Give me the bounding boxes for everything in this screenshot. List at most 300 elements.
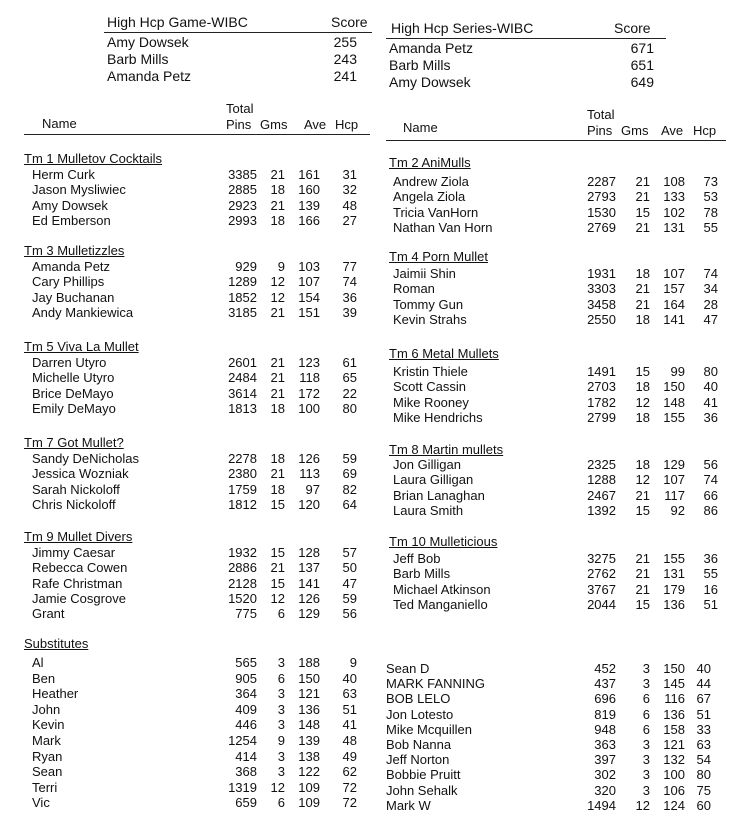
player-pins: 3275 [587, 551, 616, 566]
player-handicap: 80 [703, 364, 718, 379]
player-handicap: 51 [342, 701, 357, 717]
player-name: Jon Gilligan [393, 457, 461, 472]
high-game-underline [104, 32, 372, 33]
player-row [0, 410, 746, 425]
player-average: 188 [298, 655, 320, 670]
team-title: Tm 8 Martin mullets [389, 442, 504, 457]
player-average: 117 [664, 487, 685, 503]
player-name: Scott Cassin [393, 379, 466, 395]
player-average: 103 [298, 259, 320, 274]
player-pins: 414 [235, 748, 257, 764]
player-games: 3 [277, 764, 285, 780]
player-average: 128 [298, 545, 320, 560]
player-name: Michael Atkinson [393, 581, 491, 597]
player-average: 118 [299, 370, 320, 386]
player-games: 15 [635, 597, 650, 613]
player-row [0, 737, 746, 752]
player-row [0, 297, 746, 312]
team-title: Tm 6 Metal Mullets [389, 346, 499, 361]
player-games: 15 [270, 496, 285, 512]
player-average: 106 [663, 782, 685, 798]
player-row [0, 783, 746, 798]
player-games: 15 [270, 545, 285, 560]
player-pins: 437 [594, 676, 616, 692]
player-handicap: 9 [349, 655, 357, 670]
player-name: MARK FANNING [386, 676, 485, 692]
player-pins: 948 [594, 721, 616, 737]
player-games: 12 [635, 394, 650, 410]
right-col-total: Total [587, 107, 615, 122]
player-name: Jaimii Shin [393, 266, 456, 281]
player-row [0, 551, 746, 566]
player-handicap: 82 [342, 481, 357, 497]
left-header-rule [24, 134, 370, 135]
left-col-pins: Pins [226, 117, 252, 132]
left-col-gms: Gms [260, 117, 288, 132]
player-handicap: 63 [696, 737, 711, 752]
player-pins: 2799 [587, 410, 616, 426]
player-pins: 302 [594, 767, 616, 783]
player-average: 137 [298, 560, 320, 576]
player-games: 21 [635, 566, 650, 582]
player-games: 18 [635, 312, 650, 328]
player-average: 172 [298, 385, 320, 401]
player-name: Andrew Ziola [393, 174, 469, 189]
player-handicap: 66 [703, 487, 718, 503]
high-game-title: High Hcp Game-WIBC [107, 14, 248, 30]
player-handicap: 74 [342, 274, 357, 290]
player-name: Grant [32, 606, 65, 622]
player-name: Jeff Norton [386, 752, 450, 768]
player-games: 6 [277, 795, 285, 811]
player-name: Terri [32, 779, 58, 795]
player-average: 124 [663, 797, 685, 813]
player-handicap: 69 [342, 466, 357, 482]
right-col-name: Name [403, 120, 438, 135]
player-average: 121 [663, 737, 685, 752]
player-name: Tricia VanHorn [393, 204, 479, 220]
player-pins: 2128 [228, 575, 257, 591]
player-average: 116 [664, 691, 685, 707]
player-name: John [32, 701, 61, 717]
player-name: Tommy Gun [393, 296, 464, 312]
player-handicap: 65 [342, 370, 357, 386]
player-average: 100 [298, 400, 320, 416]
player-average: 145 [663, 676, 685, 692]
player-name: Mike Mcquillen [386, 721, 472, 737]
player-pins: 2993 [228, 212, 257, 228]
player-average: 138 [298, 748, 320, 764]
player-handicap: 39 [342, 304, 357, 320]
highlight-name: Barb Mills [389, 57, 451, 73]
player-games: 6 [642, 706, 650, 722]
high-game-score-label: Score [331, 14, 368, 30]
player-pins: 819 [594, 706, 616, 722]
player-row [0, 395, 746, 410]
player-games: 6 [642, 691, 650, 707]
player-name: Laura Gilligan [393, 472, 474, 488]
left-col-ave: Ave [304, 117, 327, 132]
player-pins: 1494 [587, 797, 616, 813]
player-average: 150 [663, 379, 685, 395]
player-pins: 1530 [587, 204, 616, 220]
player-average: 179 [663, 581, 685, 597]
player-handicap: 72 [342, 795, 357, 811]
player-name: Ted Manganiello [393, 597, 488, 613]
player-handicap: 64 [342, 496, 357, 512]
player-pins: 2467 [587, 487, 616, 503]
player-pins: 2278 [228, 451, 257, 466]
player-handicap: 61 [342, 355, 357, 370]
player-row [0, 174, 746, 189]
player-handicap: 55 [703, 566, 718, 582]
player-name: Emily DeMayo [32, 400, 116, 416]
player-pins: 2550 [587, 312, 616, 328]
player-name: Ryan [32, 748, 63, 764]
player-handicap: 28 [703, 296, 718, 312]
highlight-name: Amanda Petz [107, 68, 192, 84]
high-series-score-label: Score [614, 20, 651, 36]
player-average: 113 [299, 466, 320, 482]
player-average: 122 [298, 764, 320, 780]
player-pins: 2601 [228, 355, 257, 370]
player-handicap: 31 [342, 167, 357, 182]
player-row [0, 205, 746, 220]
player-pins: 2762 [587, 566, 616, 582]
player-handicap: 48 [342, 733, 357, 748]
player-pins: 2885 [228, 182, 257, 198]
player-games: 6 [642, 721, 650, 737]
player-average: 107 [663, 266, 685, 281]
player-average: 121 [298, 686, 320, 702]
right-col-ave: Ave [661, 123, 684, 138]
player-name: Cary Phillips [32, 274, 105, 290]
player-name: Jamie Cosgrove [32, 590, 126, 606]
player-games: 3 [642, 782, 650, 798]
player-name: Amanda Petz [32, 259, 111, 274]
player-row [0, 798, 746, 813]
player-games: 3 [277, 748, 285, 764]
player-handicap: 36 [703, 551, 718, 566]
player-name: Rafe Christman [32, 575, 123, 591]
player-average: 150 [298, 670, 320, 686]
player-handicap: 55 [703, 220, 718, 236]
player-average: 109 [298, 779, 320, 795]
player-average: 107 [298, 274, 320, 290]
highlight-score: 255 [333, 34, 357, 50]
player-games: 15 [635, 204, 650, 220]
player-pins: 2923 [228, 197, 257, 213]
left-col-name: Name [42, 116, 77, 131]
player-games: 6 [277, 670, 285, 686]
player-handicap: 75 [696, 782, 711, 798]
player-average: 141 [663, 312, 685, 328]
player-pins: 2044 [587, 597, 616, 613]
player-pins: 1852 [228, 289, 257, 305]
player-games: 21 [270, 466, 285, 482]
player-handicap: 60 [696, 797, 711, 813]
player-handicap: 72 [342, 779, 357, 795]
player-pins: 3303 [587, 281, 616, 297]
player-handicap: 44 [696, 676, 711, 692]
player-games: 21 [635, 281, 650, 297]
player-games: 3 [277, 717, 285, 733]
player-games: 21 [270, 197, 285, 213]
player-row [0, 472, 746, 487]
player-name: Mark W [386, 797, 431, 813]
player-name: Ben [32, 670, 56, 686]
team-title: Tm 10 Mulleticious [389, 534, 498, 549]
player-row [0, 582, 746, 597]
team-title: Tm 2 AniMulls [389, 155, 471, 170]
player-name: Ed Emberson [32, 212, 111, 228]
player-pins: 3185 [228, 304, 257, 320]
player-average: 154 [298, 289, 320, 305]
player-handicap: 22 [342, 385, 357, 401]
player-handicap: 86 [703, 503, 718, 519]
player-average: 136 [663, 706, 685, 722]
player-pins: 320 [594, 782, 616, 798]
player-average: 158 [663, 721, 685, 737]
player-pins: 3385 [228, 167, 257, 182]
player-games: 18 [635, 410, 650, 426]
player-name: Michelle Utyro [32, 370, 115, 386]
player-name: Mark [32, 733, 61, 748]
player-name: Jimmy Caesar [32, 545, 116, 560]
player-games: 3 [642, 676, 650, 692]
player-name: Vic [32, 795, 50, 811]
player-games: 21 [270, 167, 285, 182]
player-pins: 2769 [587, 220, 616, 236]
right-col-hcp: Hcp [693, 123, 717, 138]
player-row [0, 707, 746, 722]
player-handicap: 53 [703, 189, 718, 205]
player-handicap: 67 [696, 691, 711, 707]
player-name: Jon Lotesto [386, 706, 454, 722]
player-pins: 1782 [587, 394, 616, 410]
player-pins: 775 [235, 606, 257, 622]
player-pins: 696 [594, 691, 616, 707]
player-pins: 1932 [228, 545, 257, 560]
player-average: 155 [663, 410, 685, 426]
player-average: 132 [663, 752, 685, 768]
highlight-score: 243 [333, 51, 357, 67]
player-name: Amy Dowsek [32, 197, 108, 213]
player-games: 21 [270, 355, 285, 370]
player-average: 108 [663, 174, 685, 189]
player-average: 97 [305, 481, 320, 497]
player-handicap: 40 [696, 661, 711, 676]
player-handicap: 47 [342, 575, 357, 591]
player-games: 3 [642, 752, 650, 768]
player-handicap: 56 [342, 606, 357, 622]
player-average: 123 [298, 355, 320, 370]
player-games: 3 [277, 655, 285, 670]
player-name: Chris Nickoloff [32, 496, 116, 512]
substitutes-title: Substitutes [24, 636, 89, 651]
player-name: Bob Nanna [386, 737, 452, 752]
player-handicap: 62 [342, 764, 357, 780]
player-handicap: 36 [342, 289, 357, 305]
player-row [0, 767, 746, 782]
player-name: Heather [32, 686, 79, 702]
player-games: 3 [277, 701, 285, 717]
team-title: Tm 7 Got Mullet? [24, 435, 124, 450]
player-pins: 2380 [228, 466, 257, 482]
player-row [0, 266, 746, 281]
highlight-name: Amanda Petz [389, 40, 474, 56]
player-handicap: 56 [703, 457, 718, 472]
player-name: Kevin [32, 717, 65, 733]
player-games: 18 [270, 400, 285, 416]
player-name: Sean [32, 764, 63, 780]
player-average: 102 [663, 204, 685, 220]
player-handicap: 74 [703, 266, 718, 281]
team-title: Tm 3 Mulletizzles [24, 243, 125, 258]
player-average: 160 [298, 182, 320, 198]
player-games: 9 [277, 733, 285, 748]
player-pins: 363 [594, 737, 616, 752]
player-games: 21 [635, 296, 650, 312]
player-handicap: 48 [342, 197, 357, 213]
highlight-score: 671 [630, 40, 654, 56]
player-handicap: 47 [703, 312, 718, 328]
player-pins: 3458 [587, 296, 616, 312]
player-name: Kristin Thiele [393, 364, 468, 379]
player-name: Kevin Strahs [393, 312, 467, 328]
player-average: 164 [663, 296, 685, 312]
player-name: Andy Mankiewica [32, 304, 134, 320]
player-handicap: 59 [342, 451, 357, 466]
player-pins: 368 [235, 764, 257, 780]
player-handicap: 40 [342, 670, 357, 686]
player-games: 18 [270, 182, 285, 198]
player-handicap: 74 [703, 472, 718, 488]
player-handicap: 41 [703, 394, 718, 410]
player-pins: 2484 [228, 370, 257, 386]
player-handicap: 36 [703, 410, 718, 426]
high-series-underline [386, 38, 666, 39]
player-name: Rebecca Cowen [32, 560, 128, 576]
player-pins: 2287 [587, 174, 616, 189]
player-games: 21 [635, 581, 650, 597]
player-games: 15 [270, 575, 285, 591]
player-pins: 659 [235, 795, 257, 811]
player-handicap: 32 [342, 182, 357, 198]
player-pins: 3767 [587, 581, 616, 597]
player-games: 12 [635, 472, 650, 488]
player-games: 3 [642, 661, 650, 676]
highlight-name: Amy Dowsek [107, 34, 189, 50]
player-average: 161 [298, 167, 320, 182]
player-name: Sean D [386, 661, 430, 676]
player-row [0, 661, 746, 676]
player-games: 12 [270, 289, 285, 305]
player-average: 136 [298, 701, 320, 717]
player-row [0, 722, 746, 737]
player-games: 21 [635, 189, 650, 205]
player-handicap: 73 [703, 174, 718, 189]
player-row [0, 752, 746, 767]
player-games: 18 [635, 266, 650, 281]
player-row [0, 676, 746, 691]
player-average: 126 [298, 590, 320, 606]
player-name: Laura Smith [393, 503, 464, 519]
player-name: Jason Mysliwiec [32, 182, 126, 198]
player-handicap: 80 [696, 767, 711, 783]
player-name: Darren Utyro [32, 355, 107, 370]
player-name: Roman [393, 281, 435, 297]
player-pins: 364 [235, 686, 257, 702]
team-title: Tm 4 Porn Mullet [389, 249, 488, 264]
player-average: 150 [663, 661, 685, 676]
player-name: Sarah Nickoloff [32, 481, 120, 497]
team-title: Tm 9 Mullet Divers [24, 529, 133, 544]
player-average: 166 [298, 212, 320, 228]
player-handicap: 59 [342, 590, 357, 606]
player-pins: 1392 [587, 503, 616, 519]
player-name: Mike Hendrichs [393, 410, 483, 426]
player-average: 151 [298, 304, 320, 320]
player-average: 129 [298, 606, 320, 622]
left-col-total: Total [226, 101, 254, 116]
player-games: 18 [270, 212, 285, 228]
player-name: Jeff Bob [393, 551, 441, 566]
player-handicap: 16 [703, 581, 718, 597]
player-average: 139 [298, 197, 320, 213]
player-handicap: 54 [696, 752, 711, 768]
player-pins: 1812 [228, 496, 257, 512]
player-row [0, 364, 746, 379]
player-handicap: 34 [703, 281, 718, 297]
player-row [0, 566, 746, 581]
highlight-score: 651 [630, 57, 654, 73]
player-pins: 1520 [228, 590, 257, 606]
player-average: 148 [298, 717, 320, 733]
high-series-title: High Hcp Series-WIBC [391, 20, 534, 36]
player-name: Brice DeMayo [32, 385, 114, 401]
player-row [0, 312, 746, 327]
player-name: Sandy DeNicholas [32, 451, 139, 466]
player-pins: 3614 [228, 385, 257, 401]
player-name: Herm Curk [32, 167, 95, 182]
right-col-pins: Pins [587, 123, 613, 138]
player-average: 99 [670, 364, 685, 379]
player-games: 21 [270, 560, 285, 576]
player-pins: 452 [594, 661, 616, 676]
player-average: 131 [663, 566, 685, 582]
player-games: 18 [635, 457, 650, 472]
player-handicap: 40 [703, 379, 718, 395]
player-games: 12 [270, 274, 285, 290]
player-pins: 1813 [228, 400, 257, 416]
left-col-hcp: Hcp [335, 117, 359, 132]
player-handicap: 41 [342, 717, 357, 733]
player-handicap: 49 [342, 748, 357, 764]
player-average: 109 [298, 795, 320, 811]
player-average: 92 [670, 503, 685, 519]
highlight-score: 649 [630, 74, 654, 90]
player-average: 129 [663, 457, 685, 472]
player-pins: 1759 [228, 481, 257, 497]
player-handicap: 27 [342, 212, 357, 228]
player-handicap: 80 [342, 400, 357, 416]
player-games: 9 [277, 259, 285, 274]
player-pins: 565 [235, 655, 257, 670]
player-average: 157 [663, 281, 685, 297]
player-average: 107 [663, 472, 685, 488]
player-handicap: 51 [696, 706, 711, 722]
